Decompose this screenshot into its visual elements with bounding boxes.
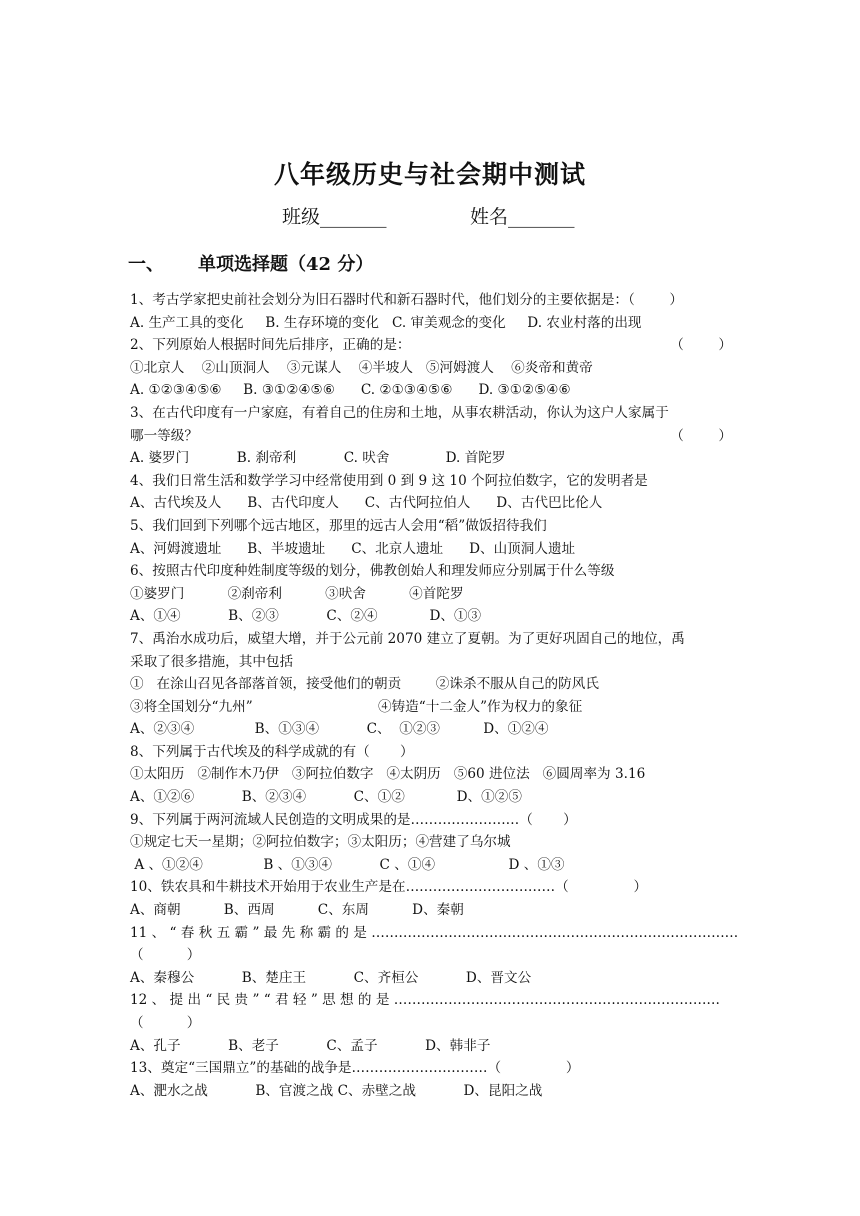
text-line (130, 628, 732, 651)
text-line (130, 763, 732, 786)
name-field-label: 姓名_______ (470, 206, 575, 228)
line-text: A、商朝 B、西周 C、东周 D、秦朝 (130, 902, 464, 919)
text-line (130, 1080, 732, 1103)
question-list (130, 289, 739, 1102)
text-line (130, 922, 739, 945)
text-line (130, 492, 732, 515)
line-text: A. 生产工具的变化 B. 生存环境的变化 C. 审美观念的变化 D. 农业村落的出现 (130, 314, 642, 331)
text-line (130, 651, 732, 674)
text-line (130, 786, 732, 809)
text-line (130, 944, 732, 967)
line-text: 1、考古学家把史前社会划分为旧石器时代和新石器时代，他们划分的主要依据是：（ ） (130, 292, 683, 308)
text-line (130, 1057, 732, 1080)
text-line (130, 334, 732, 357)
text-line (130, 741, 732, 764)
text-line (130, 447, 732, 470)
line-text: 6、按照古代印度种姓制度等级的划分，佛教创始人和理发师应分别属于什么等级 (130, 563, 615, 580)
text-line (130, 989, 732, 1012)
text-line (130, 718, 732, 741)
line-text: A、古代埃及人 B、古代印度人 C、古代阿拉伯人 D、古代巴比伦人 (130, 495, 603, 512)
class-field-label: 班级_______ (282, 206, 387, 228)
section-number: 一、 (128, 254, 164, 275)
text-line (130, 809, 732, 832)
line-text: 10、铁农具和牛耕技术开始用于农业生产是在……………………………（ ） (130, 879, 648, 896)
line-text: A、河姆渡遗址 B、半坡遗址 C、北京人遗址 D、山顶洞人遗址 (130, 540, 576, 557)
text-line (130, 357, 732, 380)
text-line (130, 1012, 732, 1035)
line-text: A、孔子 B、老子 C、孟子 D、韩非子 (130, 1037, 491, 1054)
line-text: 11 、 “ 春 秋 五 霸 ” 最 先 称 霸 的 是 ……………………………………………………………………… (130, 924, 739, 941)
text-line (130, 402, 732, 425)
line-text: ①婆罗门 ②刹帝利 ③吠舍 ④首陀罗 (130, 585, 464, 602)
line-text: ①北京人 ②山顶洞人 ③元谋人 ④半坡人 ⑤河姆渡人 ⑥炎帝和黄帝 (130, 359, 593, 376)
section-title: 单项选择题（42 分） (198, 254, 374, 275)
line-text: 5、我们回到下列哪个远古地区，那里的远古人会用“稻”做饭招待我们 (130, 517, 547, 534)
text-line (130, 425, 732, 448)
line-text: A. 婆罗门 B. 刹帝利 C. 吠舍 D. 首陀罗 (130, 450, 506, 467)
line-text: 哪一等级？ (130, 427, 198, 444)
line-text: A. ①②③④⑤⑥ B. ③①②④⑤⑥ C. ②①③④⑤⑥ D. ③①②⑤④⑥ (130, 382, 571, 399)
line-text: 9、下列属于两河流域人民创造的文明成果的是……………………（ ） (130, 811, 577, 828)
answer-parentheses: （ ） (670, 427, 732, 444)
text-line (130, 876, 732, 899)
text-line (130, 1035, 732, 1058)
line-text: A 、①②④ B 、①③④ C 、①④ D 、①③ (130, 856, 565, 873)
line-text: 7、禹治水成功后，威望大增，并于公元前 2070 建立了夏朝。为了更好巩固自己的地位，禹 (130, 630, 685, 647)
line-text: ①规定七天一星期；②阿拉伯数字；③太阳历；④营建了乌尔城 (130, 834, 511, 851)
line-text: 8、下列属于古代埃及的科学成就的有（ ） (130, 743, 414, 760)
section-heading (128, 250, 373, 276)
answer-parentheses: （ ） (670, 337, 732, 354)
line-text: （ ） (130, 1015, 201, 1031)
text-line (130, 831, 732, 854)
text-line (130, 289, 732, 312)
text-line (130, 854, 732, 877)
text-line (130, 605, 732, 628)
line-text: ① 在涂山召见各部落首领，接受他们的朝贡 ②诛杀不服从自己的防风氏 (130, 676, 599, 693)
line-text: A、②③④ B、①③④ C、 ①②③ D、①②④ (130, 721, 549, 738)
text-line (130, 538, 732, 561)
line-text: 4、我们日常生活和数学学习中经常使用到 0 到 9 这 10 个阿拉伯数字，它的发明者是 (130, 472, 648, 489)
line-text: A、淝水之战 B、官渡之战 C、赤壁之战 D、昆阳之战 (130, 1082, 543, 1099)
line-text: ①太阳历 ②制作木乃伊 ③阿拉伯数字 ④太阴历 ⑤60 进位法 ⑥圆周率为 3.16 (130, 766, 646, 783)
text-line (130, 967, 732, 990)
line-text: 采取了很多措施，其中包括 (130, 653, 294, 670)
line-text: A、秦穆公 B、楚庄王 C、齐桓公 D、晋文公 (130, 969, 532, 986)
line-text: （ ） (130, 947, 201, 964)
text-line (130, 379, 732, 402)
line-text: 12 、 提 出 “ 民 贵 ” “ 君 轻 ” 思 想 的 是 ……………………………………………………………… (130, 992, 721, 1009)
text-line (130, 560, 732, 583)
text-line (130, 312, 732, 335)
text-line (130, 696, 732, 719)
text-line (130, 470, 732, 493)
page-title: 八年级历史与社会期中测试 (273, 160, 586, 189)
text-line (130, 515, 732, 538)
line-text: 3、在古代印度有一户家庭，有着自己的住房和土地，从事农耕活动，你认为这户人家属于 (130, 404, 669, 421)
line-text: A、①④ B、②③ C、②④ D、①③ (130, 608, 482, 625)
text-line (130, 673, 732, 696)
line-text: 13、奠定“三国鼎立”的基础的战争是…………………………（ ） (130, 1060, 580, 1077)
line-text: A、①②⑥ B、②③④ C、①② D、①②⑤ (130, 789, 522, 806)
line-text: ③将全国划分“九州” ④铸造“十二金人”作为权力的象征 (130, 698, 583, 715)
line-text: 2、下列原始人根据时间先后排序，正确的是： (130, 337, 411, 354)
text-line (130, 899, 732, 922)
text-line (130, 583, 732, 606)
